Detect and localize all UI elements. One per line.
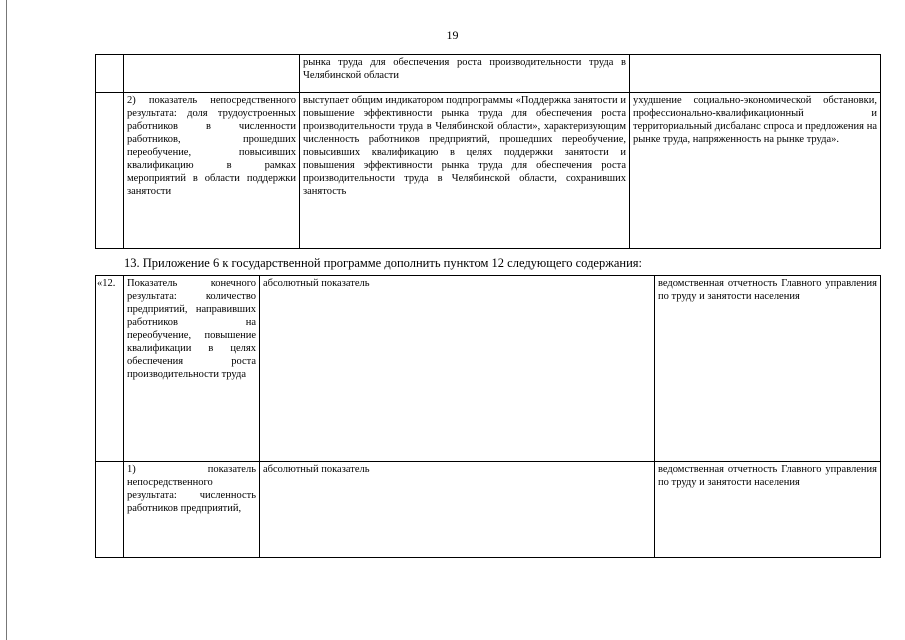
table-cell xyxy=(96,93,124,249)
table-cell: ведомственная отчетность Главного управления по труду и занятости населения xyxy=(655,462,881,558)
table-cell: ведомственная отчетность Главного управления по труду и занятости населения xyxy=(655,276,881,462)
page-number: 19 xyxy=(446,28,459,42)
table-continuation xyxy=(95,54,881,249)
table-row xyxy=(96,93,881,249)
table-cell: ухудшение социально-экономической обстановки, профессионально-квалификационный и территориальный дисбаланс спроса и предложения на рынке труда, напряженность на рынке труда». xyxy=(630,93,881,249)
row-number: «12. xyxy=(96,276,124,462)
table-cell xyxy=(96,55,124,93)
page-edge-line xyxy=(6,0,7,640)
section-heading: 13. Приложение 6 к государственной программе дополнить пунктом 12 следующего содержания: xyxy=(124,256,643,270)
table-cell: выступает общим индикатором подпрограммы «Поддержка занятости и повышение эффективности рынка труда для обеспечения роста производительности труда в Челябинской области», характеризующим численность работников предприятий, прошедших переобучение, повысивших квалификацию в целях поддержки занятости и повышения эффективности рынка труда для обеспечения роста производительности труда в Челябинской области, сохранивших занятость xyxy=(300,93,630,249)
table-cell: абсолютный показатель xyxy=(260,276,655,462)
table-cell: Показатель конечного результата: количество предприятий, направивших работников на переобучение, повышение квалификации в целях обеспечения роста производительности труда xyxy=(124,276,260,462)
table-row xyxy=(96,462,881,558)
table-cell: 1) показатель непосредственного результата: численность работников предприятий, xyxy=(124,462,260,558)
table-cell xyxy=(124,55,300,93)
table-cell xyxy=(96,462,124,558)
table-cell xyxy=(630,55,881,93)
table-cell: абсолютный показатель xyxy=(260,462,655,558)
table-cell: рынка труда для обеспечения роста производительности труда в Челябинской области xyxy=(300,55,630,93)
table-row xyxy=(96,276,881,462)
table-row xyxy=(96,55,881,93)
table-appendix-6 xyxy=(95,275,881,558)
table-cell: 2) показатель непосредственного результата: доля трудоустроенных работников в численности работников, прошедших переобучение, повысивших квалификацию в рамках мероприятий в области поддержки занятости xyxy=(124,93,300,249)
